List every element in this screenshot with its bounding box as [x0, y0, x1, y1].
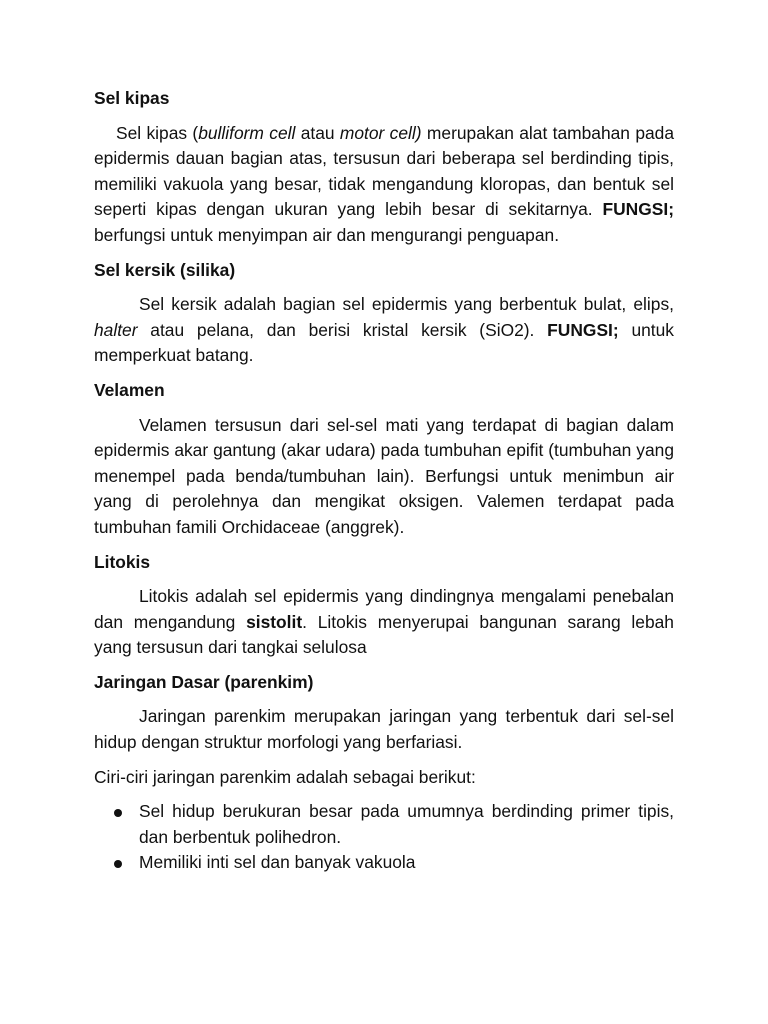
paragraph-sel-kipas: [94, 121, 674, 249]
section-heading-litokis: Litokis: [94, 551, 151, 572]
paragraph-parenkim: Jaringan parenkim merupakan jaringan yang terbentuk dari sel-sel hidup dengan struktur morfologi yang berfariasi.: [94, 706, 674, 753]
list-item-text: Sel hidup berukuran besar pada umumnya berdinding primer tipis, dan berbentuk polihedron.: [139, 801, 674, 847]
section-heading-sel-kipas: Sel kipas: [94, 88, 170, 108]
section-heading-velamen: Velamen: [94, 379, 165, 400]
paragraph-sel-kersik: [94, 292, 674, 369]
bullet-icon: [114, 809, 122, 817]
bullet-icon: [114, 860, 122, 868]
italic-term-halter: halter: [94, 319, 138, 340]
text-run: Litokis adalah sel epidermis yang dindingnya mengalami penebalan dan mengandung: [94, 586, 674, 632]
text-run: untuk memperkuat batang.: [94, 319, 674, 366]
text-run: Sel kipas (: [116, 122, 199, 143]
list-intro: Ciri-ciri jaringan parenkim adalah sebagai berikut:: [94, 766, 476, 787]
paragraph-velamen: Velamen tersusun dari sel-sel mati yang terdapat di bagian dalam epidermis akar gantung (akar udara) pada tumbuhan epifit (tumbuhan yang menempel pada benda/tumbuhan lain). Berfungsi untuk menimbun air yang di perolehnya dan mengikat oksigen. Valemen terdapat pada tumbuhan famili Orchidaceae (anggrek).: [94, 414, 674, 537]
text-run: atau pelana, dan berisi kristal kersik (SiO2).: [137, 319, 548, 340]
list-item-text: Memiliki inti sel dan banyak vakuola: [139, 852, 416, 873]
document-page: [94, 86, 674, 876]
paragraph-litokis: [94, 584, 674, 661]
list-item: [94, 799, 674, 850]
bullet-list: [94, 799, 674, 876]
text-run: atau: [295, 122, 340, 143]
section-heading-parenkim: Jaringan Dasar (parenkim): [94, 671, 314, 692]
bold-label-fungsi: FUNGSI;: [547, 319, 619, 340]
text-run: . Litokis menyerupai bangunan sarang lebah yang tersusun dari tangkai selulosa: [94, 611, 674, 658]
text-run: berfungsi untuk menyimpan air dan mengurangi penguapan.: [94, 224, 560, 245]
text-run: Sel kersik adalah bagian sel epidermis yang berbentuk bulat, elips,: [139, 294, 674, 315]
italic-term-motor-cell: motor cell): [339, 122, 422, 143]
bold-term-sistolit: sistolit: [246, 611, 303, 632]
section-heading-sel-kersik: Sel kersik (silika): [94, 259, 236, 280]
text-run: merupakan alat tambahan pada epidermis dauan bagian atas, tersusun dari beberapa sel berdinding tipis, memiliki vakuola yang besar, tidak mengandung kloropas, dan bentuk sel seperti kipas dengan ukuran yang lebih besar di sekitarnya.: [94, 122, 675, 220]
list-item: [94, 850, 674, 876]
italic-term-bulliform-cell: bulliform cell: [198, 122, 296, 143]
bold-label-fungsi: FUNGSI;: [602, 199, 674, 220]
